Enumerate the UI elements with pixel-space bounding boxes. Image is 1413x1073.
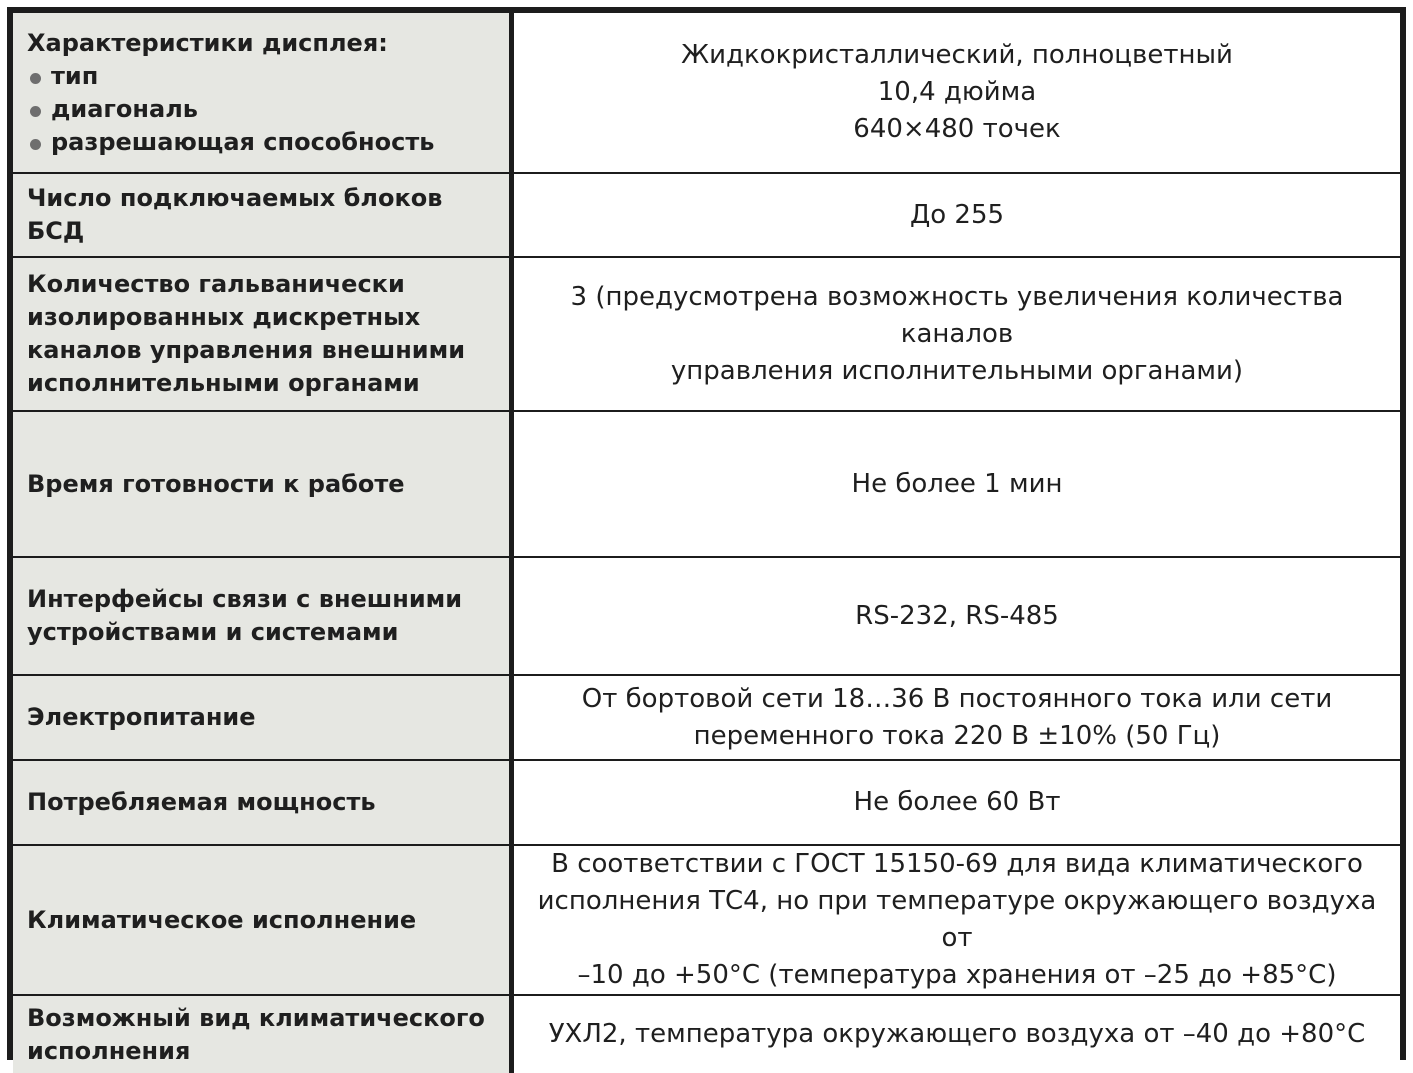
row-label [13, 995, 512, 1073]
table-row-ready-time [13, 411, 1400, 557]
row-label [13, 845, 512, 995]
row-value [512, 675, 1401, 760]
label-title: Характеристики дисплея: [27, 28, 388, 57]
row-label [13, 760, 512, 845]
table-row-climatic [13, 845, 1400, 995]
row-label [13, 675, 512, 760]
label-line: исполнения [27, 1036, 191, 1065]
row-value [512, 13, 1401, 173]
spec-table-frame [7, 7, 1406, 1065]
label-line: Количество гальванически [27, 270, 405, 298]
value-line: –10 до +50°С (температура хранения от –25 до +85°С) [577, 960, 1337, 990]
bullet-item: тип [27, 60, 501, 93]
value-line: 640×480 точек [853, 114, 1061, 144]
bullet-list [27, 60, 501, 159]
label-line: Электропитание [27, 703, 256, 731]
bullet-item: разрешающая способность [27, 126, 501, 159]
value-line: Жидкокристаллический, полноцветный [681, 40, 1233, 70]
row-label [13, 173, 512, 257]
value-line: управления исполнительными органами) [670, 355, 1244, 386]
label-line: исполнительными органами [27, 369, 420, 397]
row-value [512, 760, 1401, 845]
value-line: УХЛ2, температура окружающего воздуха от –40 до +80°С [548, 1019, 1366, 1049]
row-label [13, 557, 512, 675]
value-line: В соответствии с ГОСТ 15150-69 для вида климатического [551, 849, 1363, 879]
table-row-power-consumption [13, 760, 1400, 845]
table-row-control-channels [13, 257, 1400, 411]
value-line: Не более 60 Вт [853, 787, 1061, 817]
row-value [512, 845, 1401, 995]
label-line: Интерфейсы связи с внешними [27, 585, 463, 613]
row-value [512, 995, 1401, 1073]
row-value [512, 411, 1401, 557]
bullet-item: диагональ [27, 93, 501, 126]
value-line: 3 (предусмотрена возможность увеличения количества каналов [570, 281, 1344, 349]
row-value [512, 257, 1401, 411]
value-line: От бортовой сети 18…36 В постоянного тока или сети [581, 683, 1333, 714]
value-line: RS-232, RS-485 [855, 600, 1059, 631]
label-line: Климатическое исполнение [27, 905, 417, 934]
label-line: устройствами и системами [27, 618, 399, 646]
row-label [13, 257, 512, 411]
label-line: Возможный вид климатического [27, 1003, 485, 1032]
spec-table [13, 13, 1400, 1073]
label-line: Время готовности к работе [27, 469, 405, 498]
label-line: Число подключаемых блоков БСД [27, 184, 443, 245]
value-line: исполнения ТС4, но при температуре окружающего воздуха от [537, 886, 1377, 953]
row-value [512, 173, 1401, 257]
row-label [13, 411, 512, 557]
table-row-display [13, 13, 1400, 173]
bullet-dot-icon [30, 106, 41, 117]
row-label [13, 13, 512, 173]
label-line: изолированных дискретных [27, 303, 421, 331]
label-line: Потребляемая мощность [27, 788, 376, 816]
label-line: каналов управления внешними [27, 336, 466, 364]
bullet-dot-icon [30, 139, 41, 150]
value-line: Не более 1 мин [851, 468, 1063, 499]
bullet-dot-icon [30, 73, 41, 84]
table-row-climatic-option [13, 995, 1400, 1073]
table-row-power-supply [13, 675, 1400, 760]
table-row-interfaces [13, 557, 1400, 675]
value-line: переменного тока 220 В ±10% (50 Гц) [693, 720, 1221, 751]
value-line: До 255 [909, 199, 1005, 230]
table-row-bsd-blocks [13, 173, 1400, 257]
row-value [512, 557, 1401, 675]
value-line: 10,4 дюйма [877, 77, 1037, 107]
